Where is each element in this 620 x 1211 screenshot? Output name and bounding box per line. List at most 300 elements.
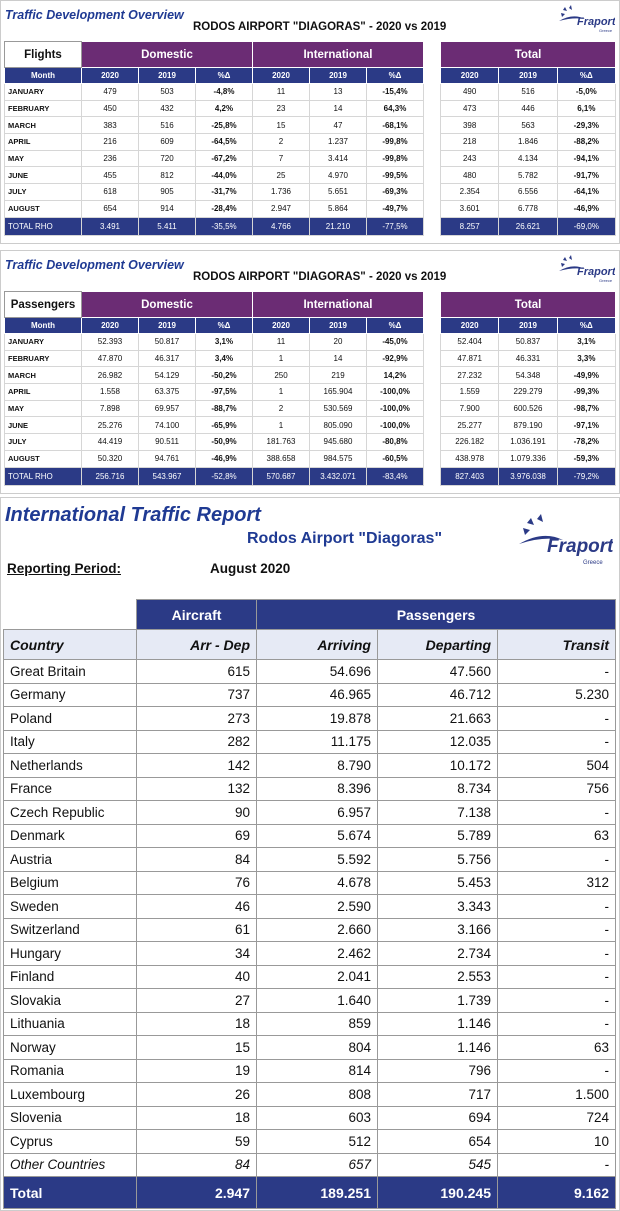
country-row bbox=[4, 1153, 616, 1177]
reporting-period-label: Reporting Period: bbox=[7, 561, 121, 576]
svg-text:Greece: Greece bbox=[583, 560, 603, 566]
table-cell: 26 bbox=[137, 1083, 257, 1107]
table-cell: 1.739 bbox=[378, 989, 498, 1013]
table-cell: 3.343 bbox=[378, 895, 498, 919]
table-cell: -67,2% bbox=[196, 150, 253, 167]
table-cell: 21.663 bbox=[378, 707, 498, 731]
table-cell: 27.232 bbox=[441, 367, 499, 384]
flights-total-table bbox=[440, 41, 616, 236]
table-cell: Slovenia bbox=[4, 1106, 137, 1130]
table-cell: 2.462 bbox=[257, 942, 378, 966]
total-cell: -52,8% bbox=[196, 467, 253, 485]
table-cell: 14,2% bbox=[367, 367, 424, 384]
table-cell: 25 bbox=[253, 167, 310, 184]
table-cell: -31,7% bbox=[196, 184, 253, 201]
country-row bbox=[4, 918, 616, 942]
table-cell: 8.790 bbox=[257, 754, 378, 778]
table-cell: 2.354 bbox=[441, 184, 499, 201]
table-cell: 615 bbox=[137, 660, 257, 684]
table-cell: 46.331 bbox=[499, 350, 557, 367]
table-cell: -64,5% bbox=[196, 134, 253, 151]
aircraft-group-header: Aircraft bbox=[137, 600, 257, 630]
table-cell: -100,0% bbox=[367, 417, 424, 434]
table-cell: 1.036.191 bbox=[499, 434, 557, 451]
table-cell: 654 bbox=[378, 1130, 498, 1154]
total-group-header: Total bbox=[441, 42, 616, 68]
table-cell: 218 bbox=[441, 134, 499, 151]
svg-text:Greece: Greece bbox=[599, 278, 613, 283]
table-row bbox=[441, 100, 616, 117]
table-cell: 69 bbox=[137, 824, 257, 848]
country-row bbox=[4, 707, 616, 731]
total-cell: TOTAL RHO bbox=[5, 217, 82, 235]
table-cell: 236 bbox=[82, 150, 139, 167]
table-cell: 2 bbox=[253, 400, 310, 417]
table-cell: 47 bbox=[310, 117, 367, 134]
table-cell: Hungary bbox=[4, 942, 137, 966]
table-cell: 250 bbox=[253, 367, 310, 384]
table-cell: 11 bbox=[253, 334, 310, 351]
table-row bbox=[5, 117, 424, 134]
table-cell: JULY bbox=[5, 184, 82, 201]
table-cell: 46.965 bbox=[257, 683, 378, 707]
table-cell: -88,2% bbox=[557, 134, 615, 151]
table-cell: 720 bbox=[139, 150, 196, 167]
table-cell: -92,9% bbox=[367, 350, 424, 367]
table-cell: 15 bbox=[137, 1036, 257, 1060]
total-cell: 2.947 bbox=[137, 1177, 257, 1209]
table-cell: Norway bbox=[4, 1036, 137, 1060]
table-cell: 25.276 bbox=[82, 417, 139, 434]
column-header-row: Month 2020 2019 %Δ 2020 2019 %Δ bbox=[5, 318, 424, 334]
table-cell: 388.658 bbox=[253, 450, 310, 467]
table-cell: -50,9% bbox=[196, 434, 253, 451]
table-cell: 84 bbox=[137, 848, 257, 872]
fraport-logo bbox=[555, 253, 615, 285]
column-header-row: 2020 2019 %Δ bbox=[441, 318, 616, 334]
table-cell: 46 bbox=[137, 895, 257, 919]
total-row bbox=[441, 217, 616, 235]
table-cell: 54.696 bbox=[257, 660, 378, 684]
table-row bbox=[5, 417, 424, 434]
table-cell: 2.041 bbox=[257, 965, 378, 989]
total-cell: TOTAL RHO bbox=[5, 467, 82, 485]
table-cell: - bbox=[498, 848, 616, 872]
passengers-overview-title: Traffic Development Overview bbox=[5, 258, 184, 272]
table-cell: JUNE bbox=[5, 167, 82, 184]
table-cell: 47.870 bbox=[82, 350, 139, 367]
table-cell: 504 bbox=[498, 754, 616, 778]
table-cell: 4.678 bbox=[257, 871, 378, 895]
table-cell: MAY bbox=[5, 150, 82, 167]
total-row bbox=[5, 467, 424, 485]
table-cell: - bbox=[498, 801, 616, 825]
table-cell: 724 bbox=[498, 1106, 616, 1130]
table-cell: 808 bbox=[257, 1083, 378, 1107]
table-cell: 6.778 bbox=[499, 200, 557, 217]
table-cell: 2.947 bbox=[253, 200, 310, 217]
table-cell: 6.957 bbox=[257, 801, 378, 825]
table-cell: Lithuania bbox=[4, 1012, 137, 1036]
table-cell: 7.898 bbox=[82, 400, 139, 417]
table-cell: 7.138 bbox=[378, 801, 498, 825]
table-cell: 46.317 bbox=[139, 350, 196, 367]
table-cell: -80,8% bbox=[367, 434, 424, 451]
table-cell: AUGUST bbox=[5, 450, 82, 467]
table-cell: 216 bbox=[82, 134, 139, 151]
country-row bbox=[4, 895, 616, 919]
country-row bbox=[4, 1083, 616, 1107]
table-cell: 59 bbox=[137, 1130, 257, 1154]
table-cell: 859 bbox=[257, 1012, 378, 1036]
table-cell: - bbox=[498, 895, 616, 919]
table-cell: 5.674 bbox=[257, 824, 378, 848]
table-cell: 50.837 bbox=[499, 334, 557, 351]
total-cell: 9.162 bbox=[498, 1177, 616, 1209]
total-cell: 189.251 bbox=[257, 1177, 378, 1209]
table-cell: Finland bbox=[4, 965, 137, 989]
table-cell: 516 bbox=[139, 117, 196, 134]
table-cell: 1.146 bbox=[378, 1012, 498, 1036]
table-cell: 5.453 bbox=[378, 871, 498, 895]
table-cell: 5.592 bbox=[257, 848, 378, 872]
table-cell: 4,2% bbox=[196, 100, 253, 117]
table-cell: FEBRUARY bbox=[5, 350, 82, 367]
country-row bbox=[4, 801, 616, 825]
table-cell: 600.526 bbox=[499, 400, 557, 417]
table-row bbox=[5, 167, 424, 184]
table-cell: Denmark bbox=[4, 824, 137, 848]
passengers-overview-panel bbox=[0, 250, 620, 494]
table-cell: -98,7% bbox=[557, 400, 615, 417]
country-row bbox=[4, 730, 616, 754]
table-cell: -25,8% bbox=[196, 117, 253, 134]
table-cell: 879.190 bbox=[499, 417, 557, 434]
table-cell: 654 bbox=[82, 200, 139, 217]
total-cell: -79,2% bbox=[557, 467, 615, 485]
domestic-group-header: Domestic bbox=[82, 42, 253, 68]
table-cell: 756 bbox=[498, 777, 616, 801]
table-cell: 3,3% bbox=[557, 350, 615, 367]
fraport-logo bbox=[555, 3, 615, 35]
table-cell: 1.736 bbox=[253, 184, 310, 201]
table-cell: 18 bbox=[137, 1012, 257, 1036]
total-cell: 827.403 bbox=[441, 467, 499, 485]
domestic-group-header: Domestic bbox=[82, 292, 253, 318]
table-cell: 3.601 bbox=[441, 200, 499, 217]
table-cell: 5.864 bbox=[310, 200, 367, 217]
table-cell: 90.511 bbox=[139, 434, 196, 451]
table-cell: 14 bbox=[310, 350, 367, 367]
table-cell: 11.175 bbox=[257, 730, 378, 754]
column-header-row: Country Arr - Dep Arriving Departing Transit bbox=[4, 630, 616, 660]
table-cell: 1.237 bbox=[310, 134, 367, 151]
table-cell: 545 bbox=[378, 1153, 498, 1177]
table-cell: 905 bbox=[139, 184, 196, 201]
table-cell: 512 bbox=[257, 1130, 378, 1154]
table-cell: Great Britain bbox=[4, 660, 137, 684]
total-cell: -69,0% bbox=[557, 217, 615, 235]
flights-overview-panel bbox=[0, 0, 620, 244]
table-cell: FEBRUARY bbox=[5, 100, 82, 117]
table-cell: France bbox=[4, 777, 137, 801]
total-row bbox=[4, 1177, 616, 1209]
country-row bbox=[4, 1059, 616, 1083]
table-cell: -100,0% bbox=[367, 400, 424, 417]
country-row bbox=[4, 824, 616, 848]
table-cell: - bbox=[498, 707, 616, 731]
report-subtitle: Rodos Airport "Diagoras" bbox=[247, 530, 443, 547]
table-row bbox=[5, 350, 424, 367]
country-row bbox=[4, 989, 616, 1013]
table-row bbox=[5, 150, 424, 167]
total-row bbox=[441, 467, 616, 485]
table-cell: - bbox=[498, 660, 616, 684]
international-report-panel bbox=[0, 497, 620, 1211]
table-cell: 737 bbox=[137, 683, 257, 707]
table-cell: 312 bbox=[498, 871, 616, 895]
table-cell: 398 bbox=[441, 117, 499, 134]
table-cell: JANUARY bbox=[5, 84, 82, 101]
country-row bbox=[4, 660, 616, 684]
table-cell: - bbox=[498, 1012, 616, 1036]
table-cell: -4,8% bbox=[196, 84, 253, 101]
table-row bbox=[5, 334, 424, 351]
table-row bbox=[441, 434, 616, 451]
table-row bbox=[5, 367, 424, 384]
table-cell: 2.660 bbox=[257, 918, 378, 942]
international-group-header: International bbox=[253, 42, 424, 68]
table-row bbox=[5, 184, 424, 201]
table-cell: 63 bbox=[498, 824, 616, 848]
table-cell: 74.100 bbox=[139, 417, 196, 434]
table-cell: 446 bbox=[499, 100, 557, 117]
flights-corner-label: Flights bbox=[5, 42, 82, 68]
table-cell: 12.035 bbox=[378, 730, 498, 754]
svg-text:Fraport: Fraport bbox=[577, 16, 615, 28]
table-cell: 282 bbox=[137, 730, 257, 754]
table-cell: Germany bbox=[4, 683, 137, 707]
table-cell: 490 bbox=[441, 84, 499, 101]
table-cell: 50.817 bbox=[139, 334, 196, 351]
table-cell: 181.763 bbox=[253, 434, 310, 451]
table-cell: 273 bbox=[137, 707, 257, 731]
table-cell: 8.734 bbox=[378, 777, 498, 801]
table-cell: 5.756 bbox=[378, 848, 498, 872]
table-row bbox=[441, 400, 616, 417]
table-cell: 52.393 bbox=[82, 334, 139, 351]
table-row bbox=[441, 367, 616, 384]
table-row bbox=[5, 434, 424, 451]
country-row bbox=[4, 1036, 616, 1060]
table-cell: 1 bbox=[253, 350, 310, 367]
table-cell: 503 bbox=[139, 84, 196, 101]
table-row bbox=[441, 200, 616, 217]
table-cell: -99,8% bbox=[367, 134, 424, 151]
table-cell: 7 bbox=[253, 150, 310, 167]
table-cell: 609 bbox=[139, 134, 196, 151]
table-row bbox=[441, 184, 616, 201]
table-cell: 61 bbox=[137, 918, 257, 942]
table-cell: 1.500 bbox=[498, 1083, 616, 1107]
table-cell: Netherlands bbox=[4, 754, 137, 778]
table-cell: 5.230 bbox=[498, 683, 616, 707]
table-cell: JULY bbox=[5, 434, 82, 451]
passengers-corner-label: Passengers bbox=[5, 292, 82, 318]
table-cell: -46,9% bbox=[557, 200, 615, 217]
table-cell: Slovakia bbox=[4, 989, 137, 1013]
table-cell: 5.782 bbox=[499, 167, 557, 184]
table-cell: 516 bbox=[499, 84, 557, 101]
table-cell: 10.172 bbox=[378, 754, 498, 778]
table-cell: 3,1% bbox=[557, 334, 615, 351]
table-row bbox=[5, 200, 424, 217]
table-cell: 2 bbox=[253, 134, 310, 151]
table-row bbox=[441, 334, 616, 351]
table-row bbox=[5, 400, 424, 417]
table-cell: 54.348 bbox=[499, 367, 557, 384]
table-row bbox=[441, 117, 616, 134]
reporting-period-value: August 2020 bbox=[210, 561, 291, 576]
table-cell: -59,3% bbox=[557, 450, 615, 467]
table-cell: -44,0% bbox=[196, 167, 253, 184]
total-cell: 3.491 bbox=[82, 217, 139, 235]
table-cell: 473 bbox=[441, 100, 499, 117]
table-cell: 814 bbox=[257, 1059, 378, 1083]
table-cell: Austria bbox=[4, 848, 137, 872]
total-cell: -83,4% bbox=[367, 467, 424, 485]
table-cell: 984.575 bbox=[310, 450, 367, 467]
country-row bbox=[4, 848, 616, 872]
table-cell: 23 bbox=[253, 100, 310, 117]
table-row bbox=[441, 134, 616, 151]
table-cell: 50.320 bbox=[82, 450, 139, 467]
flights-overview-title: Traffic Development Overview bbox=[5, 8, 184, 22]
table-cell: 40 bbox=[137, 965, 257, 989]
table-cell: - bbox=[498, 965, 616, 989]
report-title: International Traffic Report bbox=[5, 504, 261, 526]
table-cell: -99,8% bbox=[367, 150, 424, 167]
total-cell: 190.245 bbox=[378, 1177, 498, 1209]
total-cell: 5.411 bbox=[139, 217, 196, 235]
table-cell: -15,4% bbox=[367, 84, 424, 101]
table-cell: Switzerland bbox=[4, 918, 137, 942]
table-cell: JUNE bbox=[5, 417, 82, 434]
table-cell: 19.878 bbox=[257, 707, 378, 731]
table-cell: 450 bbox=[82, 100, 139, 117]
table-cell: -46,9% bbox=[196, 450, 253, 467]
table-cell: Italy bbox=[4, 730, 137, 754]
table-cell: 27 bbox=[137, 989, 257, 1013]
table-cell: Luxembourg bbox=[4, 1083, 137, 1107]
international-group-header: International bbox=[253, 292, 424, 318]
table-cell: 165.904 bbox=[310, 384, 367, 401]
column-header-row: Month 2020 2019 %Δ 2020 2019 %Δ bbox=[5, 68, 424, 84]
table-cell: Other Countries bbox=[4, 1153, 137, 1177]
total-group-header: Total bbox=[441, 292, 616, 318]
table-cell: 657 bbox=[257, 1153, 378, 1177]
table-cell: 243 bbox=[441, 150, 499, 167]
table-cell: 2.590 bbox=[257, 895, 378, 919]
table-cell: -97,5% bbox=[196, 384, 253, 401]
table-row bbox=[441, 350, 616, 367]
table-row bbox=[5, 450, 424, 467]
table-cell: 6,1% bbox=[557, 100, 615, 117]
table-cell: 2.734 bbox=[378, 942, 498, 966]
table-cell: Czech Republic bbox=[4, 801, 137, 825]
table-cell: -78,2% bbox=[557, 434, 615, 451]
table-cell: 4.970 bbox=[310, 167, 367, 184]
table-cell: -99,3% bbox=[557, 384, 615, 401]
table-cell: 142 bbox=[137, 754, 257, 778]
table-cell: -69,3% bbox=[367, 184, 424, 201]
table-cell: 94.761 bbox=[139, 450, 196, 467]
passengers-group-header: Passengers bbox=[257, 600, 616, 630]
table-cell: -60,5% bbox=[367, 450, 424, 467]
table-cell: -64,1% bbox=[557, 184, 615, 201]
table-cell: - bbox=[498, 918, 616, 942]
table-cell: -68,1% bbox=[367, 117, 424, 134]
table-cell: 3.414 bbox=[310, 150, 367, 167]
table-row bbox=[5, 134, 424, 151]
table-cell: 15 bbox=[253, 117, 310, 134]
table-cell: 480 bbox=[441, 167, 499, 184]
fraport-logo bbox=[513, 512, 613, 572]
table-cell: Cyprus bbox=[4, 1130, 137, 1154]
table-cell: 1 bbox=[253, 384, 310, 401]
table-cell: 1.846 bbox=[499, 134, 557, 151]
table-row bbox=[441, 84, 616, 101]
table-row bbox=[441, 150, 616, 167]
total-cell: 21.210 bbox=[310, 217, 367, 235]
table-cell: 1.640 bbox=[257, 989, 378, 1013]
table-cell: APRIL bbox=[5, 384, 82, 401]
table-cell: -49,7% bbox=[367, 200, 424, 217]
table-cell: - bbox=[498, 989, 616, 1013]
table-cell: 3,1% bbox=[196, 334, 253, 351]
country-row bbox=[4, 1130, 616, 1154]
table-cell: 18 bbox=[137, 1106, 257, 1130]
table-cell: -91,7% bbox=[557, 167, 615, 184]
table-cell: 226.182 bbox=[441, 434, 499, 451]
total-row bbox=[5, 217, 424, 235]
table-cell: - bbox=[498, 1153, 616, 1177]
table-cell: 13 bbox=[310, 84, 367, 101]
table-cell: JANUARY bbox=[5, 334, 82, 351]
table-cell: 6.556 bbox=[499, 184, 557, 201]
table-cell: Poland bbox=[4, 707, 137, 731]
table-cell: 796 bbox=[378, 1059, 498, 1083]
table-cell: 717 bbox=[378, 1083, 498, 1107]
svg-text:Greece: Greece bbox=[599, 28, 613, 33]
flights-domestic-international-table bbox=[4, 41, 424, 236]
table-cell: 694 bbox=[378, 1106, 498, 1130]
table-cell: 530.569 bbox=[310, 400, 367, 417]
country-row bbox=[4, 777, 616, 801]
table-cell: -50,2% bbox=[196, 367, 253, 384]
table-cell: 63 bbox=[498, 1036, 616, 1060]
table-cell: 438.978 bbox=[441, 450, 499, 467]
table-cell: 455 bbox=[82, 167, 139, 184]
total-cell: -35,5% bbox=[196, 217, 253, 235]
table-cell: -94,1% bbox=[557, 150, 615, 167]
table-cell: 19 bbox=[137, 1059, 257, 1083]
table-cell: 3.166 bbox=[378, 918, 498, 942]
table-cell: -29,3% bbox=[557, 117, 615, 134]
table-cell: -28,4% bbox=[196, 200, 253, 217]
table-cell: - bbox=[498, 942, 616, 966]
table-cell: MAY bbox=[5, 400, 82, 417]
